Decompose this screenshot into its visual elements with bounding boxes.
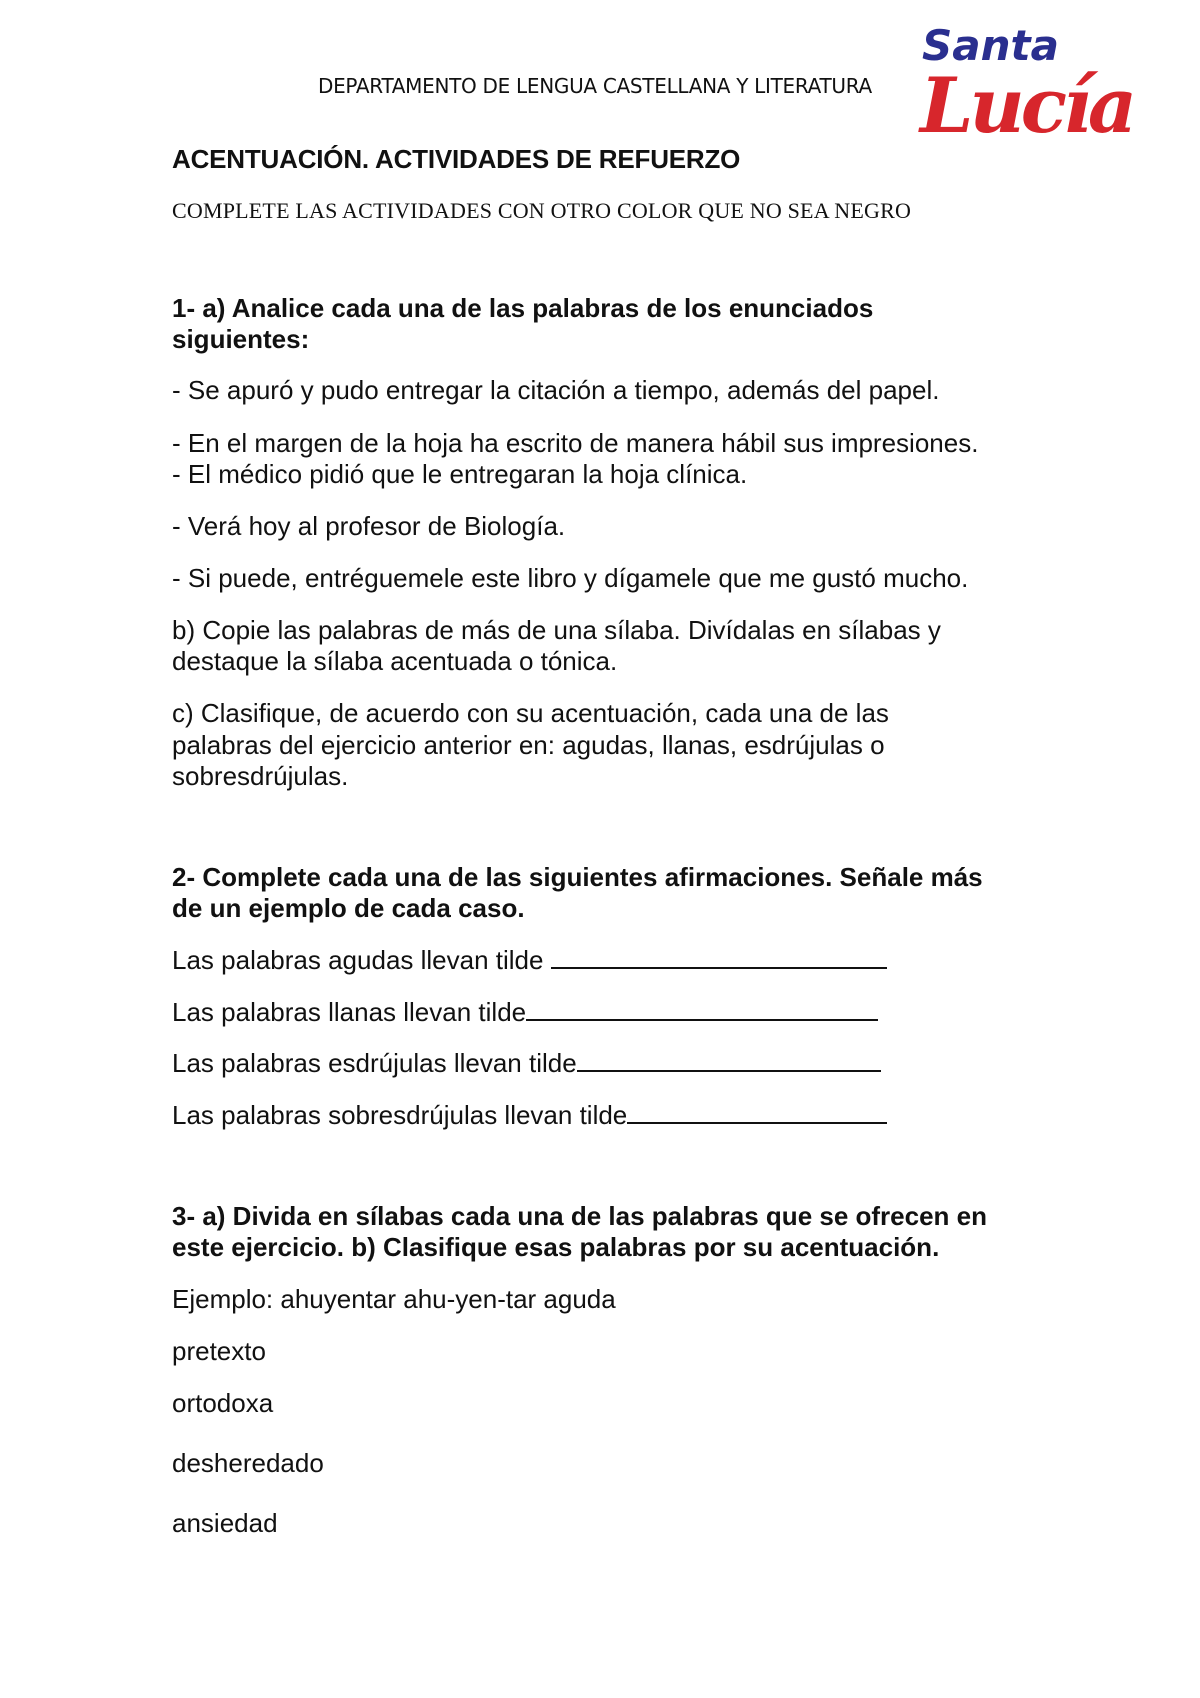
answer-blank[interactable] [551,947,887,969]
exercise2-item-text: Las palabras llanas llevan tilde [172,997,527,1027]
page-title: ACENTUACIÓN. ACTIVIDADES DE REFUERZO [172,144,741,174]
exercise1-b-line2: destaque la sílaba acentuada o tónica. [172,646,618,676]
exercise1-c-line1: c) Clasifique, de acuerdo con su acentuación, cada una de las [172,698,889,728]
exercise2-item [172,997,878,1028]
exercise2-heading-line2: de un ejemplo de cada caso. [172,893,525,923]
exercise1-sentence: - Si puede, entréguemele este libro y dígamele que me gustó mucho. [172,563,969,593]
santa-lucia-logo [918,14,1148,144]
page-subtitle: COMPLETE LAS ACTIVIDADES CON OTRO COLOR QUE NO SEA NEGRO [172,198,912,223]
answer-blank[interactable] [577,1050,881,1072]
exercise2-item-text: Las palabras agudas llevan tilde [172,945,551,975]
exercise3-example: Ejemplo: ahuyentar ahu-yen-tar aguda [172,1284,616,1314]
exercise1-c-line2: palabras del ejercicio anterior en: agudas, llanas, esdrújulas o [172,730,885,760]
answer-blank[interactable] [526,999,878,1021]
exercise1-sentence: - El médico pidió que le entregaran la hoja clínica. [172,459,748,489]
exercise3-word: pretexto [172,1336,266,1366]
logo-text-top: Santa [922,21,1059,70]
exercise2-item [172,1100,887,1131]
exercise2-item [172,1048,881,1079]
exercise1-sentence: - Se apuró y pudo entregar la citación a tiempo, además del papel. [172,375,940,405]
exercise2-item-text: Las palabras sobresdrújulas llevan tilde [172,1100,628,1130]
exercise2-item [172,945,887,976]
exercise3-word: ansiedad [172,1508,278,1538]
exercise1-sentence: - En el margen de la hoja ha escrito de manera hábil sus impresiones. [172,428,979,458]
exercise2-heading-line1: 2- Complete cada una de las siguientes afirmaciones. Señale más [172,862,983,892]
department-header: DEPARTAMENTO DE LENGUA CASTELLANA Y LITERATURA [318,74,872,98]
exercise3-heading-line2: este ejercicio. b) Clasifique esas palabras por su acentuación. [172,1232,940,1262]
exercise3-word: desheredado [172,1448,324,1478]
answer-blank[interactable] [627,1102,887,1124]
exercise3-heading-line1: 3- a) Divida en sílabas cada una de las palabras que se ofrecen en [172,1201,988,1231]
exercise2-item-text: Las palabras esdrújulas llevan tilde [172,1048,577,1078]
exercise3-word: ortodoxa [172,1388,274,1418]
exercise1-heading-line1: 1- a) Analice cada una de las palabras de los enunciados [172,293,874,323]
exercise1-heading-line2: siguientes: [172,324,310,354]
exercise1-sentence: - Verá hoy al profesor de Biología. [172,511,566,541]
exercise1-c-line3: sobresdrújulas. [172,761,349,791]
exercise1-b-line1: b) Copie las palabras de más de una sílaba. Divídalas en sílabas y [172,615,941,645]
logo-text-bottom: Lucía [920,61,1134,144]
